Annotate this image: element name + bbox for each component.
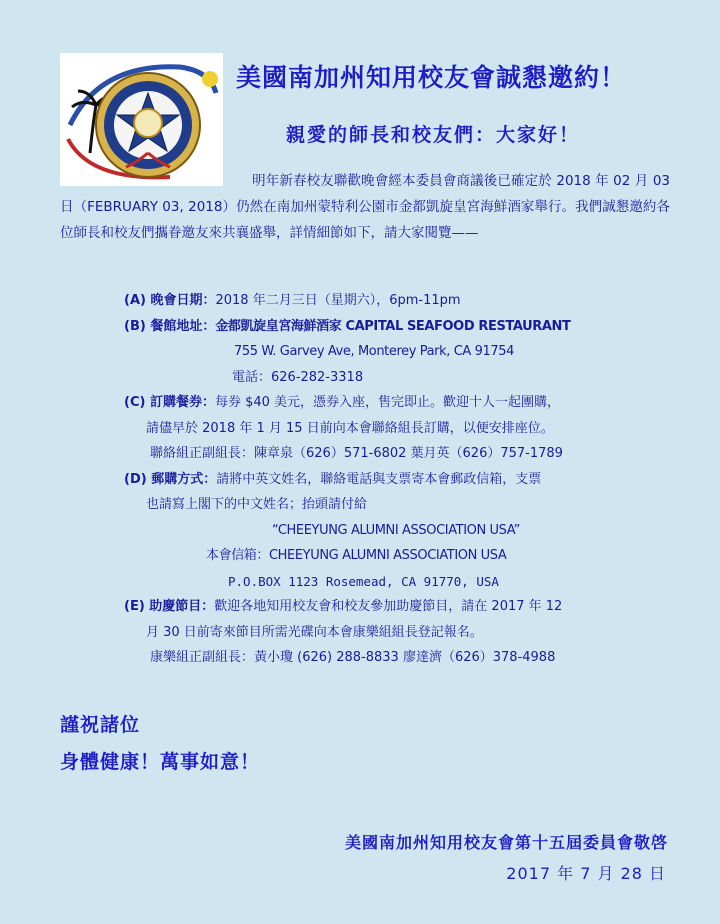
item-a-value: 2018 年二月三日（星期六），6pm-11pm	[215, 293, 461, 308]
item-a-label: (A) 晚會日期：	[124, 293, 216, 308]
restaurant-phone: 電話：626-282-3318	[232, 369, 364, 385]
item-e-contacts: 康樂組正副組長：黃小瓊 (626) 288-8833 廖達濟（626）378-4988	[150, 650, 556, 665]
greeting: 親愛的師長和校友們：大家好！	[286, 124, 581, 146]
mailbox: 本會信箱：CHEEYUNG ALUMNI ASSOCIATION USA	[206, 548, 507, 563]
closing-line-2: 身體健康！萬事如意！	[60, 751, 261, 773]
alumni-association-logo	[60, 53, 223, 186]
item-b	[124, 314, 684, 340]
intro-text: 明年新春校友聯歡晚會經本委員會商議後已確定於 2018 年 02 月 03 日（FEBRUARY 03, 2018）仍然在南加州蒙特利公園市金都凱旋皇宮海鮮酒家舉行。我們誠懇邀約各位師長和校友們攜眷邀友來共襄盛舉，詳情細節如下，請大家閱覽——	[60, 173, 670, 241]
item-e-line2: 月 30 日前寄來節目所需光碟向本會康樂組組長登記報名。	[146, 624, 483, 640]
item-c	[124, 390, 684, 416]
item-c-label: (C) 訂購餐券：	[124, 395, 215, 410]
item-a	[124, 288, 684, 314]
restaurant-name: 金都凱旋皇宮海鮮酒家 CAPITAL SEAFOOD RESTAURANT	[215, 318, 571, 334]
item-d-line1: 請將中英文姓名，聯絡電話與支票寄本會郵政信箱，支票	[216, 471, 542, 487]
item-c-contacts: 聯絡組正副組長：陳章泉（626）571-6802 葉月英（626）757-1789	[150, 446, 563, 461]
item-c-line2: 請儘早於 2018 年 1 月 15 日前向本會聯絡組長訂購，以便安排座位。	[146, 420, 554, 436]
restaurant-address: 755 W. Garvey Ave, Monterey Park, CA 91754	[234, 344, 514, 359]
item-d-label: (D) 郵購方式：	[124, 471, 217, 487]
alumni-association-seal-icon	[60, 53, 223, 186]
letter-date: 2017 年 7 月 28 日	[506, 864, 666, 883]
item-b-label: (B) 餐館地址：	[124, 318, 216, 334]
po-box: P.O.BOX 1123 Rosemead, CA 91770, USA	[228, 573, 499, 589]
closing-line-1: 謹祝諸位	[60, 714, 141, 736]
check-payee: “CHEEYUNG ALUMNI ASSOCIATION USA”	[272, 522, 520, 538]
item-d	[124, 467, 684, 493]
intro-paragraph	[60, 168, 670, 246]
item-e	[124, 594, 684, 620]
page-title: 美國南加州知用校友會誠懇邀約！	[236, 63, 627, 92]
item-d-line2: 也請寫上閣下的中文姓名；抬頭請付給	[146, 497, 368, 512]
item-c-line1: 每券 $40 美元，憑券入座，售完即止。歡迎十人一起團購，	[214, 395, 561, 410]
signature: 美國南加州知用校友會第十五屆委員會敬啓	[344, 833, 668, 852]
item-e-label: (E) 助慶節目：	[124, 599, 215, 614]
event-details	[124, 288, 684, 671]
item-e-line1: 歡迎各地知用校友會和校友參加助慶節目，請在 2017 年 12	[214, 599, 563, 614]
